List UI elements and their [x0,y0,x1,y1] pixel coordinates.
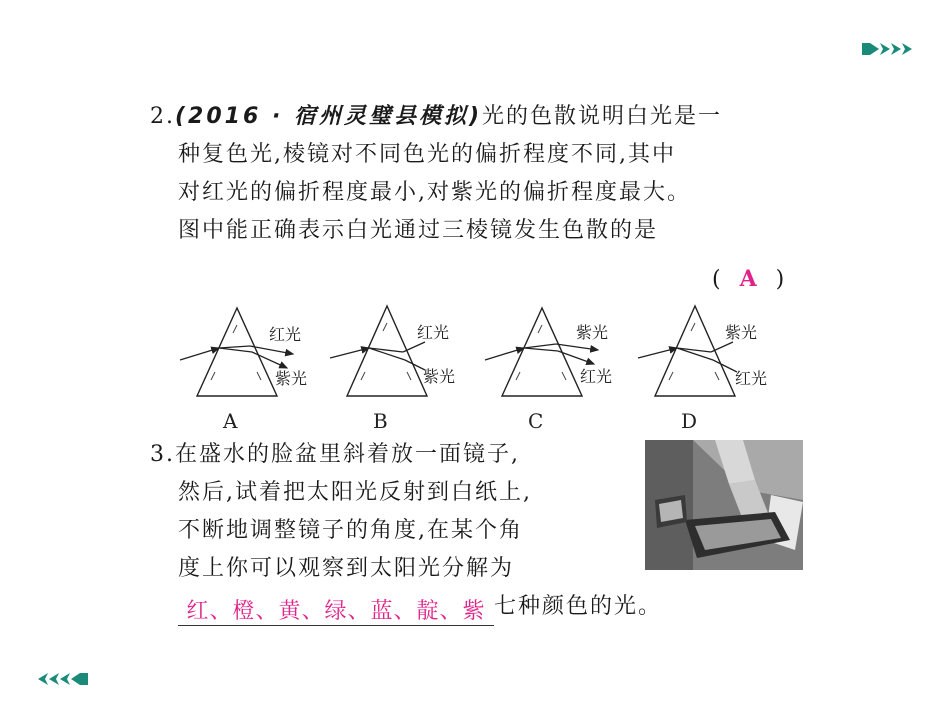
question-3-answer: 红、橙、黄、绿、蓝、靛、紫 [186,599,486,624]
question-2-line-1 [150,98,830,136]
question-2-text-1: 光的色散说明白光是一 [482,104,723,129]
diagram-c [485,308,612,433]
prism-a [197,308,277,396]
ray-d-bottom [713,360,737,372]
question-3-line-3: 不断地调整镜子的角度,在某个角 [178,518,523,543]
diagram-a-bottom-label: 紫光 [275,369,308,388]
ray-b-top [403,342,425,352]
diagram-b [330,306,455,433]
incident-ray-a [180,348,219,360]
incident-ray-d [638,348,677,358]
previous-page-arrows-icon[interactable] [36,670,88,688]
question-3 [150,436,663,626]
question-3-line-2: 然后,试着把太阳光反射到白纸上, [178,480,532,505]
ray-c-top [556,344,598,350]
diagram-d-top-label: 紫光 [725,323,758,342]
diagram-d-letter: D [681,409,698,433]
question-3-line-1 [150,436,630,474]
diagram-a-top-label: 红光 [269,325,302,344]
diagram-d-bottom-label: 红光 [735,369,768,388]
basin-mirror-photo [645,440,803,570]
question-3-text-1: 在盛水的脸盆里斜着放一面镜子, [175,442,520,467]
question-2-line-2: 种复色光,棱镜对不同色光的偏折程度不同,其中 [178,142,676,167]
question-2-line-4: 图中能正确表示白光通过三棱镜发生色散的是 [178,218,659,243]
question-2-answer-bracket [712,263,790,296]
diagram-c-top-label: 紫光 [576,323,609,342]
next-page-arrows-icon[interactable] [862,40,914,58]
question-3-tail: 七种颜色的光。 [494,594,663,619]
prism-c [502,308,582,396]
ray-a-bottom [252,352,287,368]
question-2-source: (2016 · 宿州灵璧县模拟) [175,104,483,129]
prism-diagrams [175,298,795,436]
ray-d-top [711,342,733,352]
incident-ray-b [330,348,369,358]
answer-blank [178,593,494,626]
question-3-number: 3. [150,442,175,467]
diagram-b-letter: B [373,409,388,433]
diagram-d [638,306,767,433]
diagram-b-top-label: 红光 [417,323,450,342]
diagram-b-bottom-label: 紫光 [423,367,456,386]
diagram-c-bottom-label: 红光 [580,367,613,386]
question-2-number: 2. [150,104,175,129]
question-3-line-4: 度上你可以观察到太阳光分解为 [178,556,515,581]
incident-ray-c [485,348,524,360]
question-2-line-3: 对红光的偏折程度最小,对紫光的偏折程度最大。 [178,180,691,205]
paren-open: ( [712,267,727,292]
diagram-a-letter: A [223,409,238,433]
diagram-a [180,308,307,433]
question-2-answer: A [739,266,763,292]
question-3-line-5 [150,588,663,626]
diagram-c-letter: C [528,409,544,433]
paren-close: ) [775,267,791,292]
ray-c-bottom [558,351,594,364]
question-2 [150,98,830,250]
